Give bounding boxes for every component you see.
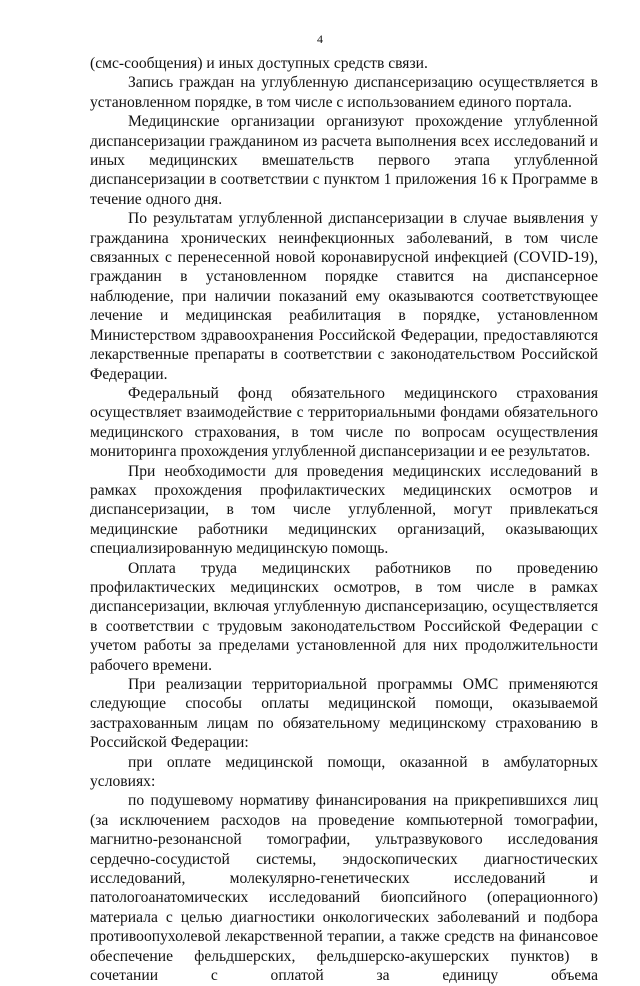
paragraph: Медицинские организации организуют прохождение углубленной диспансеризации гражданином из расчета выполнения всех исследований и иных медицинских вмешательств первого этапа углубленной диспансеризации в соответствии с пунктом 1 приложения 16 к Программе в течение одного дня.: [90, 113, 598, 208]
paragraph: Запись граждан на углубленную диспансеризацию осуществляется в установленном порядке, в том числе с использованием единого портала.: [90, 74, 598, 111]
paragraph: по подушевому нормативу финансирования на прикрепившихся лиц (за исключением расходов на проведение компьютерной томографии, магнитно-резонансной томографии, ультразвукового исследования сердечно-сосудистой системы, эндоскопических диагностических исследований, молекулярно-генетических исследований и патологоанатомических исследований биопсийного (операционного) материала с целью диагностики онкологических заболеваний и подбора противоопухолевой лекарственной терапии, а также средств на финансовое обеспечение фельдшерских, фельдшерско-акушерских пунктов) в сочетании с оплатой за единицу объема: [90, 792, 598, 985]
paragraph: Оплата труда медицинских работников по проведению профилактических медицинских осмотров, в том числе в рамках диспансеризации, включая углубленную диспансеризацию, осуществляется в соответствии с трудовым законодательством Российской Федерации с учетом работы за пределами установленной для них продолжительности рабочего времени.: [90, 559, 598, 674]
paragraph: Федеральный фонд обязательного медицинского страхования осуществляет взаимодействие с территориальными фондами обязательного медицинского страхования, в том числе по вопросам осуществления мониторинга прохождения углубленной диспансеризации и ее результатов.: [90, 384, 598, 461]
body-text: [90, 54, 598, 986]
paragraph: (смс-сообщения) и иных доступных средств связи.: [90, 55, 428, 72]
paragraph: По результатам углубленной диспансеризации в случае выявления у гражданина хронических неинфекционных заболеваний, в том числе связанных с перенесенной новой коронавирусной инфекцией (COVID-19), гражданин в установленном порядке ставится на диспансерное наблюдение, при наличии показаний ему оказываются соответствующее лечение и медицинская реабилитация в порядке, установленном Министерством здравоохранения Российской Федерации, предоставляются лекарственные препараты в соответствии с законодательством Российской Федерации.: [90, 210, 598, 383]
paragraph: при оплате медицинской помощи, оказанной в амбулаторных условиях:: [90, 753, 598, 791]
paragraph: При реализации территориальной программы ОМС применяются следующие способы оплаты медицинской помощи, оказываемой застрахованным лицам по обязательному медицинскому страхованию в Российской Федерации:: [90, 676, 598, 752]
paragraph: При необходимости для проведения медицинских исследований в рамках прохождения профилактических медицинских осмотров и диспансеризации, в том числе углубленной, могут привлекаться медицинские работники медицинских организаций, оказывающих специализированную медицинскую помощь.: [90, 462, 598, 558]
page-number: 4: [317, 32, 323, 46]
